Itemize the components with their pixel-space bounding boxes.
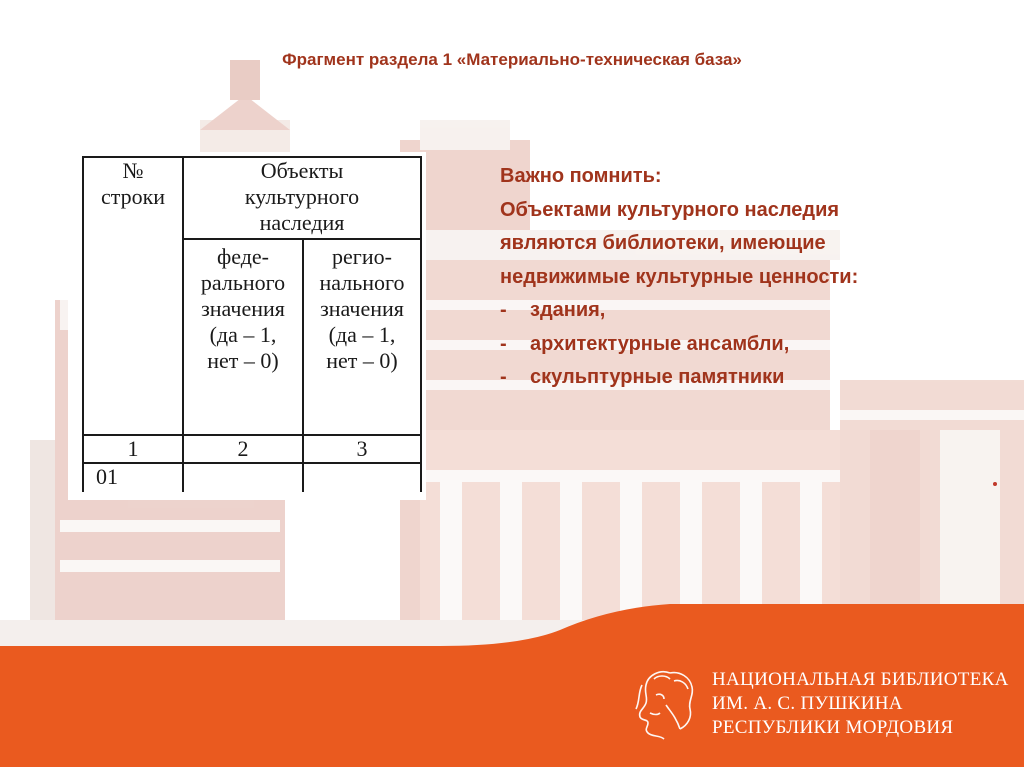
column-number: 2 xyxy=(183,435,303,463)
table-cell xyxy=(303,463,421,492)
header-row-number xyxy=(83,157,183,435)
table-cell xyxy=(183,463,303,492)
column-number-row xyxy=(83,435,421,463)
header-federal-line: нет – 0) xyxy=(207,348,279,373)
pushkin-profile-emblem-icon xyxy=(630,665,702,743)
header-federal xyxy=(183,239,303,435)
header-regional-line: регио- xyxy=(332,244,392,269)
library-name-line: РЕСПУБЛИКИ МОРДОВИЯ xyxy=(712,717,954,738)
bullet-item xyxy=(500,294,970,328)
header-federal-line: рального xyxy=(200,270,286,295)
note-text-block xyxy=(500,160,970,395)
bullet-text: архитектурные ансамбли, xyxy=(530,332,790,355)
header-cultural-heritage-line: наследия xyxy=(259,210,345,235)
note-line: недвижимые культурные ценности: xyxy=(500,265,859,288)
library-name xyxy=(712,668,1009,740)
form-table xyxy=(82,156,422,492)
bullet-marker: - xyxy=(500,299,507,321)
column-number: 1 xyxy=(83,435,183,463)
library-name-line: ИМ. А. С. ПУШКИНА xyxy=(712,693,903,714)
note-line: являются библиотеки, имеющие xyxy=(500,232,826,254)
library-name-line: НАЦИОНАЛЬНАЯ БИБЛИОТЕКА xyxy=(712,669,1009,690)
header-row-number-line: № xyxy=(122,158,144,183)
header-cultural-heritage-line: Объекты xyxy=(260,158,344,183)
bullet-item xyxy=(500,328,970,362)
note-heading: Важно помнить: xyxy=(500,165,662,187)
note-line: Объектами культурного наследия xyxy=(500,198,840,221)
table-row xyxy=(83,463,421,492)
header-regional-line: (да – 1, xyxy=(328,322,396,347)
slide-title: Фрагмент раздела 1 «Материально-техническая база» xyxy=(282,50,742,69)
header-federal-line: (да – 1, xyxy=(209,322,277,347)
header-regional-line: значения xyxy=(320,296,404,321)
row-code: 01 xyxy=(83,463,183,492)
header-federal-line: значения xyxy=(201,296,285,321)
scanned-table-image xyxy=(68,152,426,500)
header-regional-line: нет – 0) xyxy=(326,348,398,373)
header-regional xyxy=(303,239,421,435)
header-row-number-line: строки xyxy=(100,184,166,209)
bullet-marker: - xyxy=(500,332,507,355)
header-cultural-heritage xyxy=(183,157,421,239)
bullet-item xyxy=(500,361,970,395)
header-federal-line: феде- xyxy=(216,244,269,269)
header-regional-line: нального xyxy=(319,270,405,295)
footer-band-curve xyxy=(0,600,1024,660)
bullet-marker: - xyxy=(500,366,507,388)
column-number: 3 xyxy=(303,435,421,463)
bullet-text: скульптурные памятники xyxy=(530,366,785,388)
header-cultural-heritage-line: культурного xyxy=(244,184,360,209)
decorative-dot xyxy=(993,482,997,486)
bullet-text: здания, xyxy=(530,299,606,321)
